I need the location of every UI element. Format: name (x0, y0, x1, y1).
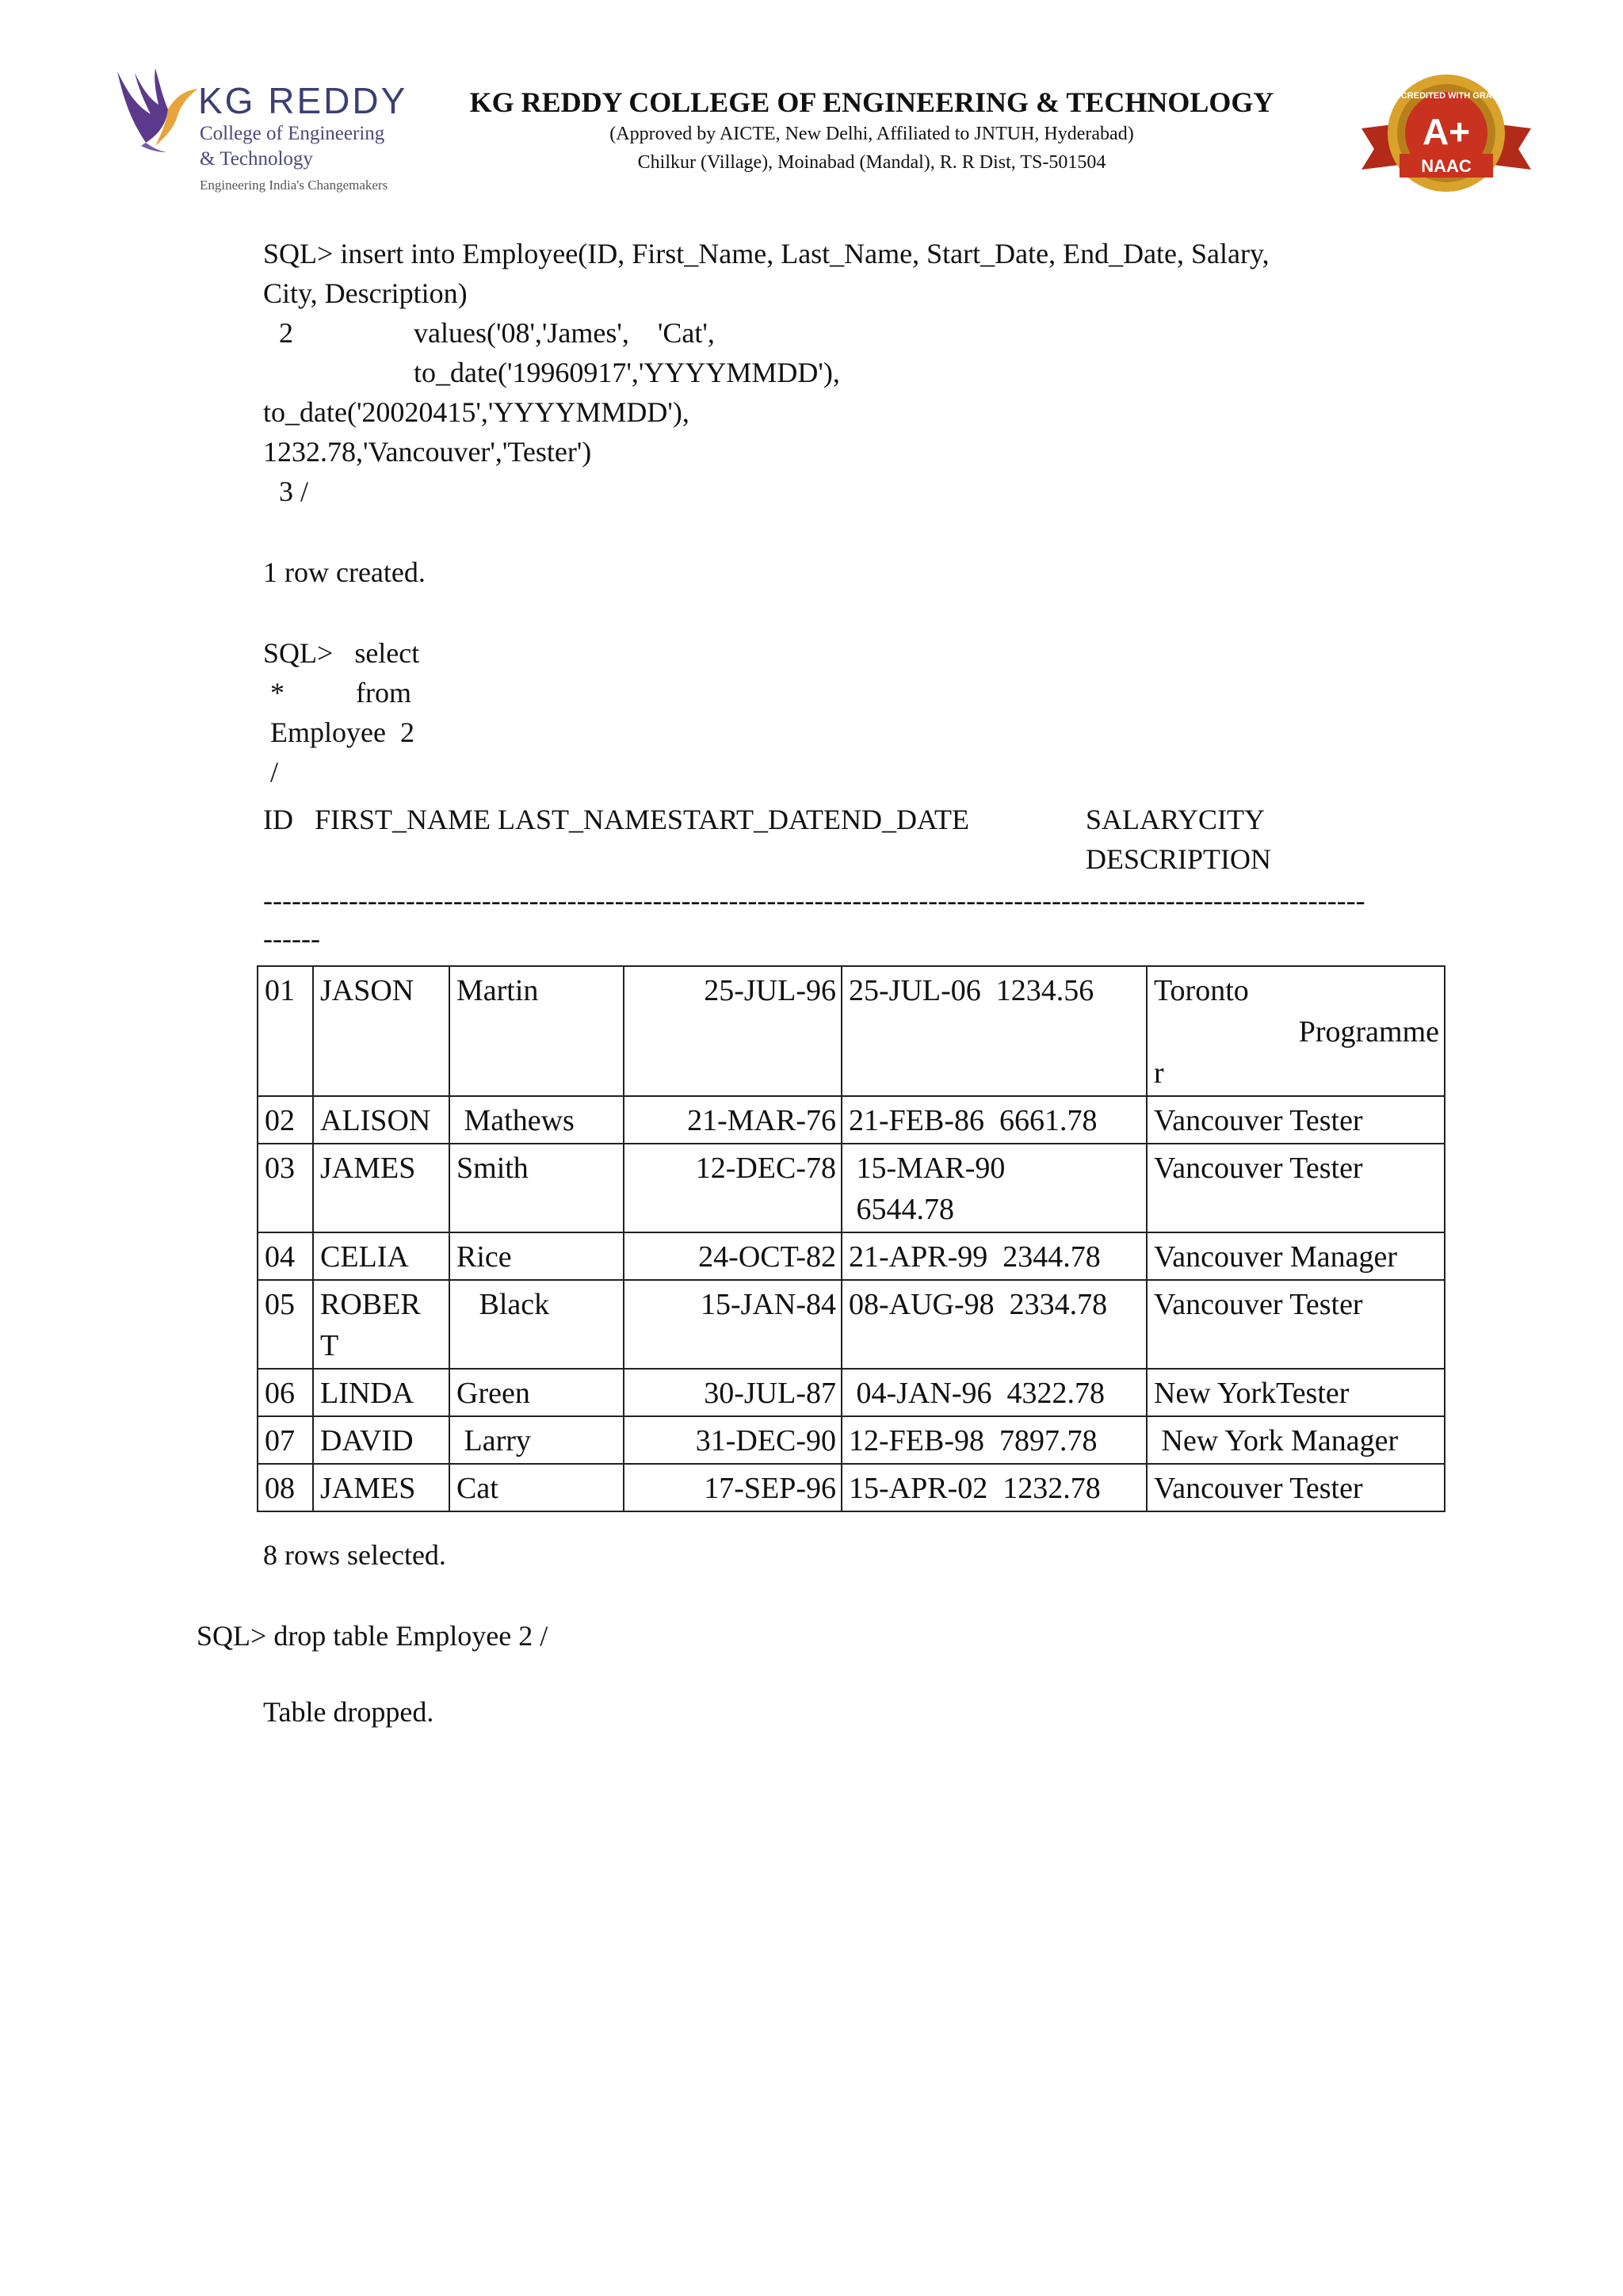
select-line-1: SQL> select (263, 637, 420, 669)
cell-description: Programme (1298, 1015, 1439, 1049)
cell-id: 02 (258, 1096, 313, 1144)
cell-city-description: Vancouver Tester (1147, 1280, 1445, 1369)
table-row (258, 1464, 1445, 1511)
select-line-4: / (263, 756, 279, 788)
cell-start-date: 25-JUL-96 (624, 966, 842, 1096)
cell-end-date-salary (842, 1144, 1147, 1232)
insert-result: 1 row created. (263, 556, 426, 588)
cell-id: 06 (258, 1369, 313, 1416)
table-row (258, 1232, 1445, 1280)
drop-table-command: SQL> drop table Employee 2 / (197, 1620, 548, 1652)
cell-city-description: Vancouver Manager (1147, 1232, 1445, 1280)
cell-end-date: 15-MAR-90 (849, 1152, 1006, 1185)
cell-first-name: JASON (313, 966, 449, 1096)
cell-end-date-salary: 15-APR-02 1232.78 (842, 1464, 1147, 1511)
cell-last-name: Mathews (449, 1096, 624, 1144)
column-header-line: ID FIRST_NAME LAST_NAMESTART_DATEND_DATE (263, 804, 969, 835)
select-line-2: * from (263, 677, 411, 709)
insert-line-2: City, Description) (263, 277, 468, 309)
cell-last-name: Rice (449, 1232, 624, 1280)
logo-tagline: Engineering India's Changemakers (200, 178, 388, 193)
college-title: KG REDDY COLLEGE OF ENGINEERING & TECHNOLOGY (469, 86, 1274, 118)
table-row (258, 1416, 1445, 1464)
cell-start-date: 24-OCT-82 (624, 1232, 842, 1280)
header-divider-dashes: -------------------------------------------------------------------------------------------------------------------- (263, 886, 1365, 915)
cell-city-description (1147, 966, 1445, 1096)
cell-city: Toronto (1154, 974, 1249, 1007)
insert-line-3: values('08','James', 'Cat', (414, 317, 715, 349)
cell-end-date-salary: 21-APR-99 2344.78 (842, 1232, 1147, 1280)
cell-last-name: Martin (449, 966, 624, 1096)
cell-first-name: ALISON (313, 1096, 449, 1144)
cell-city-description: Vancouver Tester (1147, 1464, 1445, 1511)
logo-line-2: & Technology (200, 148, 313, 170)
badge-grade: A+ (1422, 111, 1471, 152)
insert-line-6: 1232.78,'Vancouver','Tester') (263, 436, 592, 468)
insert-line-1: SQL> insert into Employee(ID, First_Name, Last_Name, Start_Date, End_Date, Salary, (263, 238, 1270, 269)
cell-last-name: Black (449, 1280, 624, 1369)
select-line-3: Employee 2 (263, 716, 414, 748)
table-row (258, 1280, 1445, 1369)
cell-description-wrap: r (1154, 1056, 1164, 1090)
college-logo-bird-icon (111, 67, 200, 154)
badge-ring-text: ACCREDITED WITH GRADE (1388, 91, 1505, 101)
insert-line-5: to_date('20020415','YYYYMMDD'), (263, 396, 689, 428)
rows-selected: 8 rows selected. (263, 1539, 446, 1571)
cell-start-date: 31-DEC-90 (624, 1416, 842, 1464)
cell-end-date-salary: 08-AUG-98 2334.78 (842, 1280, 1147, 1369)
cell-start-date: 15-JAN-84 (624, 1280, 842, 1369)
cell-start-date: 30-JUL-87 (624, 1369, 842, 1416)
cell-id: 01 (258, 966, 313, 1096)
cell-start-date: 21-MAR-76 (624, 1096, 842, 1144)
table-row (258, 966, 1445, 1096)
column-header-salary-city: SALARYCITY (1086, 804, 1266, 835)
cell-city-description: New YorkTester (1147, 1369, 1445, 1416)
column-header-description: DESCRIPTION (1086, 843, 1272, 875)
cell-city-description: Vancouver Tester (1147, 1144, 1445, 1232)
cell-first-name-part2: T (320, 1329, 339, 1362)
cell-city-description: Vancouver Tester (1147, 1096, 1445, 1144)
cell-id: 07 (258, 1416, 313, 1464)
table-row (258, 1369, 1445, 1416)
naac-badge-icon (1361, 71, 1531, 198)
cell-end-date-salary: 25-JUL-06 1234.56 (842, 966, 1147, 1096)
insert-line-7: 3 / (279, 476, 309, 507)
cell-start-date: 17-SEP-96 (624, 1464, 842, 1511)
logo-name: KG REDDY (198, 80, 408, 121)
cell-id: 05 (258, 1280, 313, 1369)
table-row (258, 1096, 1445, 1144)
cell-first-name: LINDA (313, 1369, 449, 1416)
insert-line-4: to_date('19960917','YYYYMMDD'), (414, 357, 840, 388)
cell-salary: 6544.78 (849, 1193, 954, 1226)
cell-last-name: Cat (449, 1464, 624, 1511)
address-line: Chilkur (Village), Moinabad (Mandal), R. R Dist, TS-501504 (637, 152, 1106, 173)
table-dropped: Table dropped. (263, 1696, 434, 1728)
header-divider-dashes-2: ------ (263, 923, 320, 954)
cell-last-name: Green (449, 1369, 624, 1416)
approval-line: (Approved by AICTE, New Delhi, Affiliated to JNTUH, Hyderabad) (609, 124, 1134, 144)
cell-city-description: New York Manager (1147, 1416, 1445, 1464)
insert-line-3-number: 2 (279, 317, 293, 349)
table-row (258, 1144, 1445, 1232)
cell-end-date-salary: 04-JAN-96 4322.78 (842, 1369, 1147, 1416)
cell-first-name: JAMES (313, 1464, 449, 1511)
cell-start-date: 12-DEC-78 (624, 1144, 842, 1232)
badge-org: NAAC (1421, 156, 1472, 176)
cell-end-date-salary: 21-FEB-86 6661.78 (842, 1096, 1147, 1144)
logo-line-1: College of Engineering (200, 123, 385, 144)
cell-last-name: Larry (449, 1416, 624, 1464)
cell-id: 08 (258, 1464, 313, 1511)
cell-first-name: CELIA (313, 1232, 449, 1280)
cell-id: 04 (258, 1232, 313, 1280)
cell-end-date-salary: 12-FEB-98 7897.78 (842, 1416, 1147, 1464)
cell-first-name: JAMES (313, 1144, 449, 1232)
cell-first-name: DAVID (313, 1416, 449, 1464)
cell-first-name (313, 1280, 449, 1369)
cell-id: 03 (258, 1144, 313, 1232)
employee-table (257, 965, 1445, 1512)
cell-last-name: Smith (449, 1144, 624, 1232)
cell-first-name-part1: ROBER (320, 1288, 421, 1321)
